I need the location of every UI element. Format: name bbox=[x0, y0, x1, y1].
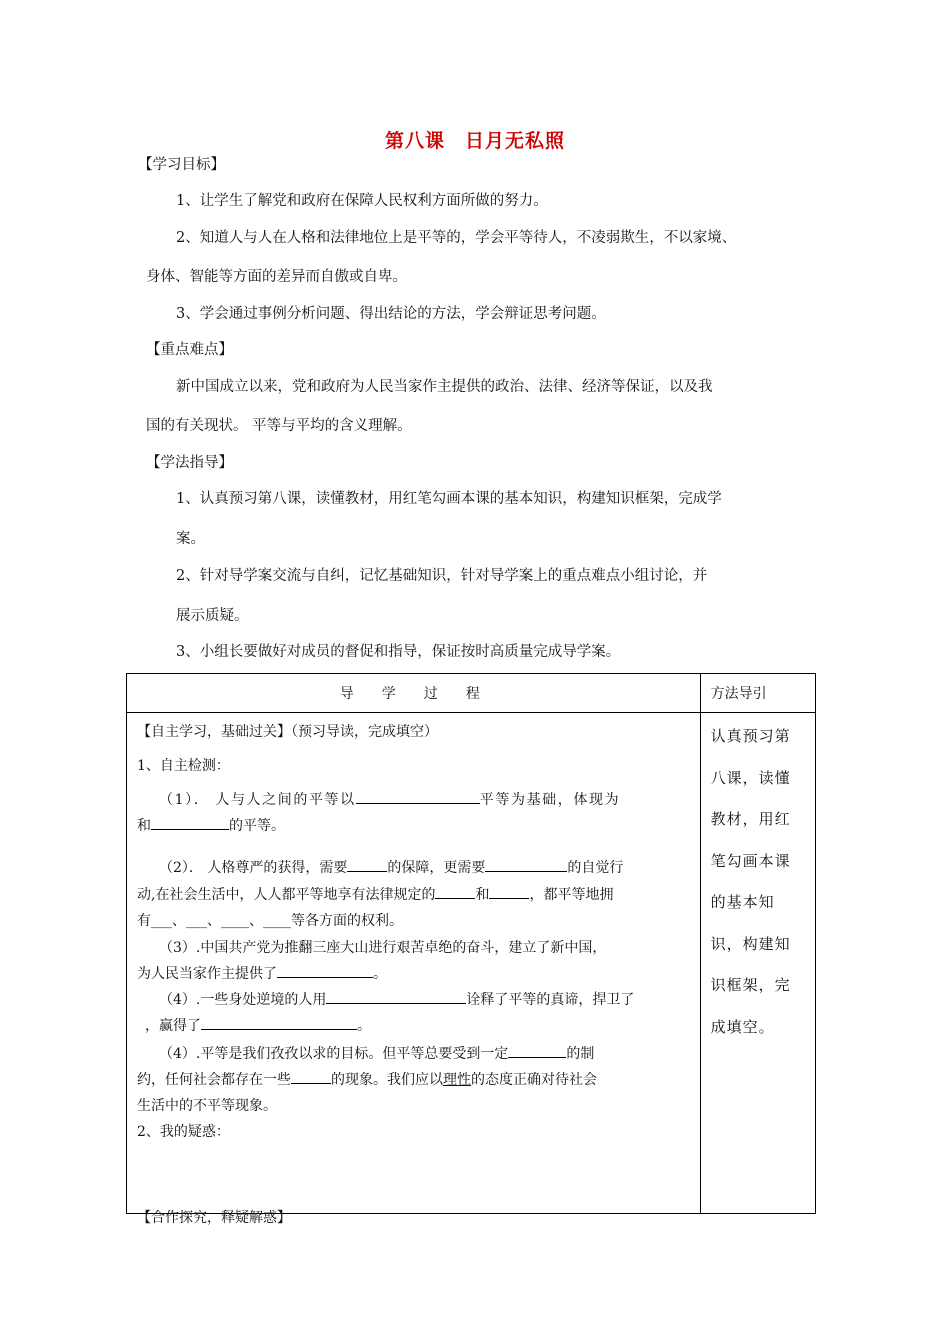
q3-text: 为人民当家作主提供了 bbox=[137, 966, 277, 982]
q1-text: 平等为基础，体现为 bbox=[479, 792, 621, 808]
blank[interactable] bbox=[291, 1069, 331, 1084]
method-line-1-cont: 案。 bbox=[176, 531, 205, 547]
key-points-line-1: 新中国成立以来，党和政府为人民当家作主提供的政治、法律、经济等保证，以及我 bbox=[176, 379, 713, 395]
q4-text: 。 bbox=[357, 1018, 371, 1034]
check-label: 1、自主检测： bbox=[137, 758, 230, 774]
blank[interactable] bbox=[508, 1043, 566, 1058]
q1-text: 的平等。 bbox=[229, 818, 285, 834]
q2-text: 的保障，更需要 bbox=[387, 860, 486, 876]
q1-text: （1）． 人与人之间的平等以 bbox=[159, 792, 356, 808]
guide-table bbox=[126, 673, 816, 1226]
q5-text: 生活中的不平等现象。 bbox=[137, 1098, 277, 1114]
method-heading: 【学法指导】 bbox=[146, 455, 233, 471]
page-title: 第八课 日月无私照 bbox=[384, 130, 565, 152]
q3-text: 。 bbox=[373, 966, 387, 982]
q2-text: 动,在社会生活中，人人都平等地享有法律规定 bbox=[137, 887, 422, 903]
method-line-2: 2、针对导学案交流与自纠，记忆基础知识，针对导学案上的重点难点小组讨论，并 bbox=[176, 568, 708, 584]
q5-text: 约，任何社会都存在一些 bbox=[137, 1072, 291, 1088]
blank[interactable] bbox=[356, 789, 480, 804]
self-study-note: （预习导读，完成填空） bbox=[291, 724, 438, 740]
goal-item-2: 2、知道人与人在人格和法律地位上是平等的，学会平等待人，不凌弱欺生，不以家境、 bbox=[176, 230, 737, 246]
method-line-3: 3、小组长要做好对成员的督促和指导，保证按时高质量完成导学案。 bbox=[176, 644, 621, 660]
process-header: 导 学 过 程 bbox=[127, 674, 701, 713]
q5-underlined-text: 理性 bbox=[443, 1072, 471, 1088]
q2-text: 的自觉行 bbox=[567, 860, 624, 876]
key-points-heading: 【重点难点】 bbox=[146, 342, 233, 358]
method-guide-text: 认真预习第八课，读懂教材，用红笔勾画本课的基本知识，构建知识框架，完成填空。 bbox=[710, 727, 791, 1036]
q2-text: （2）． 人格尊严的获得，需要 bbox=[159, 860, 348, 876]
q2-text: ，都平等地拥 bbox=[529, 887, 614, 903]
key-points-line-2: 国的有关现状。 平等与平均的含义理解。 bbox=[146, 418, 412, 434]
q2-text: 有___、___、____、____等各方面的权利。 bbox=[137, 913, 403, 929]
blank[interactable] bbox=[326, 989, 466, 1004]
blank[interactable] bbox=[347, 857, 387, 872]
blank[interactable] bbox=[489, 884, 529, 899]
q2-text: 和 bbox=[475, 887, 490, 903]
method-guide-content bbox=[701, 713, 815, 1213]
q5-text: 的态度正确对待社会 bbox=[471, 1072, 597, 1088]
q5-text: （4）.平等是我们孜孜以求的目标。但平等总要受到一定 bbox=[159, 1046, 509, 1062]
blank[interactable] bbox=[151, 815, 229, 830]
method-line-2-cont: 展示质疑。 bbox=[176, 608, 249, 624]
blank[interactable] bbox=[435, 884, 475, 899]
goals-heading: 【学习目标】 bbox=[138, 157, 225, 173]
cooperation-title: 【合作探究，释疑解惑】 bbox=[137, 1210, 291, 1226]
goal-item-3: 3、学会通过事例分析问题、得出结论的方法，学会辩证思考问题。 bbox=[176, 306, 606, 322]
self-study-title: 【自主学习，基础过关】 bbox=[137, 724, 291, 740]
blank[interactable] bbox=[485, 857, 567, 872]
blank[interactable] bbox=[277, 963, 373, 978]
q2-text: 的 bbox=[421, 887, 436, 903]
q3-text: （3）.中国共产党为推翻三座大山进行艰苦卓绝的奋斗，建立了新中国， bbox=[159, 940, 607, 956]
doubt-label: 2、我的疑惑： bbox=[137, 1124, 230, 1140]
method-line-1: 1、认真预习第八课，读懂教材，用红笔勾画本课的基本知识，构建知识框架，完成学 bbox=[176, 491, 722, 507]
q4-text: ，赢得了 bbox=[145, 1018, 201, 1034]
q5-text: 的现象。我们应以 bbox=[331, 1072, 443, 1088]
method-guide-header: 方法导引 bbox=[700, 674, 815, 713]
process-content bbox=[127, 713, 700, 1226]
goal-item-1: 1、让学生了解党和政府在保障人民权利方面所做的努力。 bbox=[176, 193, 548, 209]
q1-text: 和 bbox=[137, 818, 151, 834]
blank[interactable] bbox=[201, 1015, 357, 1030]
q5-text: 的制 bbox=[566, 1046, 595, 1062]
q4-text: 诠释了平等的真谛，捍卫了 bbox=[466, 992, 635, 1008]
goal-item-2-cont: 身体、智能等方面的差异而自傲或自卑。 bbox=[146, 269, 407, 285]
q4-text: （4）.一些身处逆境的人用 bbox=[159, 992, 327, 1008]
